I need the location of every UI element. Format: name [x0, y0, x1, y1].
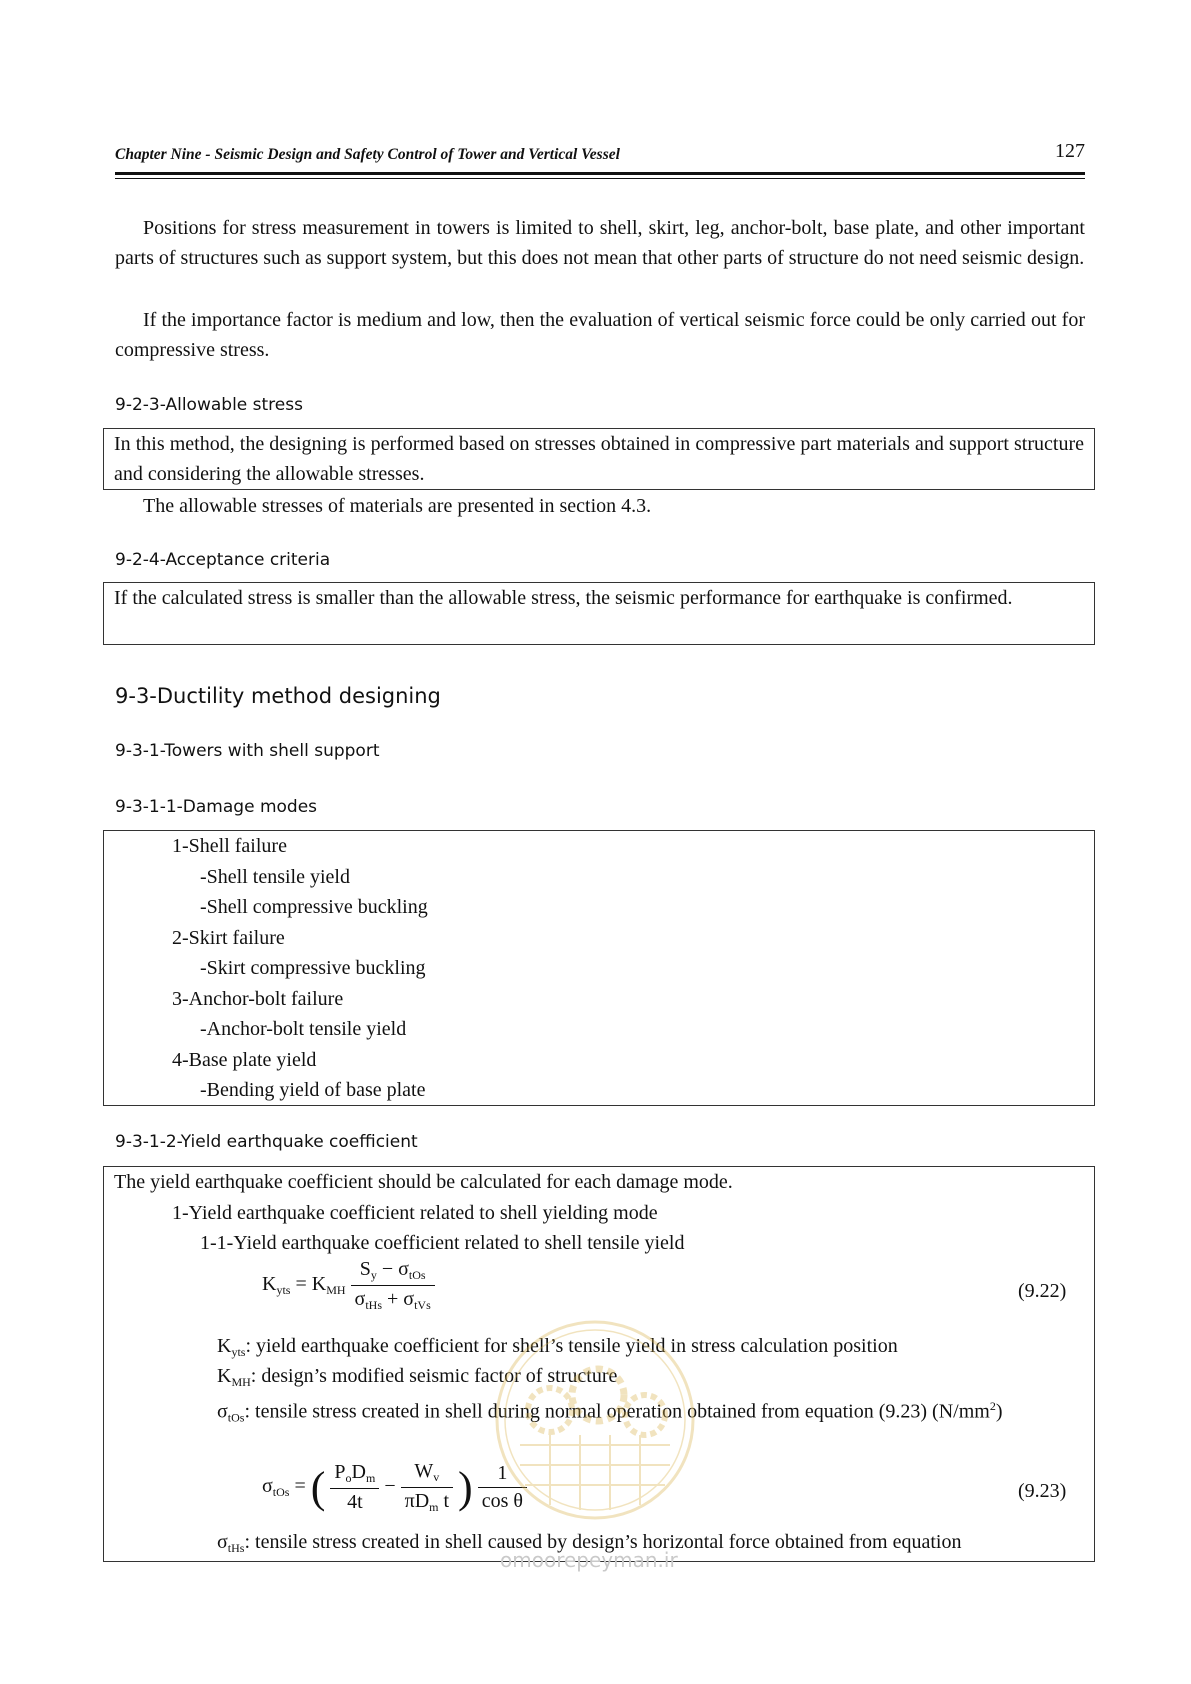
equation-9-23-fraction-3: $\frac{1}{\text{cos θ}}$ [478, 1462, 527, 1513]
equation-number-9-23: (9.23) [1018, 1480, 1067, 1502]
damage-mode-item: 1-Shell failure [172, 835, 287, 857]
equation-9-23-fraction-1: $\frac{P_oD_m}{4t}$ [330, 1461, 379, 1514]
header-rule-thin [115, 178, 1085, 179]
watermark-text: omoorepeyman.ir [500, 1548, 678, 1572]
definition-kmh: $K_{MH}$: design’s modified seismic factor of structure [217, 1365, 618, 1389]
damage-mode-subitem: -Shell compressive buckling [200, 896, 428, 918]
heading-9-3-1-2: 9-3-1-2-Yield earthquake coefficient [115, 1132, 418, 1152]
acceptance-criteria-box [103, 582, 1095, 645]
definition-kyts: $K_{yts}$: yield earthquake coefficient for shell’s tensile yield in stress calculation position [217, 1335, 898, 1359]
header-rule-thick [115, 172, 1085, 175]
allowable-stress-note: The allowable stresses of materials are presented in section 4.3. [143, 495, 652, 517]
yield-item-1: 1-Yield earthquake coefficient related to shell yielding mode [172, 1202, 658, 1224]
definition-stos: $\sigma_{tOs}$: tensile stress created in shell during normal operation obtained from equation (9.23) $(N/mm^2)$ [217, 1399, 1003, 1425]
intro-paragraph-1: Positions for stress measurement in towers is limited to shell, skirt, leg, anchor-bolt, base plate, and other important parts of structures such as support system, but this does not mean that other parts of structure do not need seismic design. [115, 217, 1085, 269]
definition-sths: $\sigma_{tHs}$: tensile stress created in shell caused by design’s horizontal force obtained from equation [217, 1531, 962, 1555]
equation-9-23-fraction-2: $\frac{W_v}{\pi D_m t}$ [401, 1460, 453, 1515]
heading-9-3-1: 9-3-1-Towers with shell support [115, 741, 380, 761]
damage-mode-subitem: -Shell tensile yield [200, 866, 350, 888]
yield-item-1-1: 1-1-Yield earthquake coefficient related to shell tensile yield [200, 1232, 685, 1254]
equation-9-22-fraction: $\frac{S_y - \sigma_{tOs}}{\sigma_{tHs} + \sigma_{tVs}}$ [351, 1258, 435, 1313]
yield-intro-line: The yield earthquake coefficient should be calculated for each damage mode. [114, 1171, 733, 1193]
damage-modes-box [103, 830, 1095, 1106]
heading-9-2-3: 9-2-3-Allowable stress [115, 395, 303, 415]
damage-mode-item: 2-Skirt failure [172, 927, 285, 949]
page-number: 127 [1055, 140, 1085, 162]
heading-9-3-1-1: 9-3-1-1-Damage modes [115, 797, 318, 817]
allowable-stress-box-text: In this method, the designing is performed based on stresses obtained in compressive part materials and support structure and considering the allowable stresses. [114, 433, 1084, 485]
allowable-stress-box [103, 428, 1095, 490]
header-title: Chapter Nine - Seismic Design and Safety Control of Tower and Vertical Vessel [115, 146, 620, 163]
heading-9-2-4: 9-2-4-Acceptance criteria [115, 550, 331, 570]
damage-mode-subitem: -Bending yield of base plate [200, 1079, 426, 1101]
equation-9-22: $K_{yts} = K_{MH}$ $\frac{S_y - \sigma_{tOs}}{\sigma_{tHs} + \sigma_{tVs}}$ [262, 1258, 435, 1313]
damage-mode-item: 3-Anchor-bolt failure [172, 988, 344, 1010]
damage-mode-subitem: -Skirt compressive buckling [200, 957, 426, 979]
acceptance-criteria-box-text: If the calculated stress is smaller than the allowable stress, the seismic performance for earthquake is confirmed. [114, 587, 1013, 609]
gear-seal-logo-icon [490, 1315, 700, 1525]
damage-mode-subitem: -Anchor-bolt tensile yield [200, 1018, 407, 1040]
heading-9-3: 9-3-Ductility method designing [115, 684, 441, 708]
page-header [115, 140, 1085, 170]
equation-number-9-22: (9.22) [1018, 1280, 1067, 1302]
intro-paragraph-2: If the importance factor is medium and low, then the evaluation of vertical seismic force could be only carried out for compressive stress. [115, 309, 1085, 361]
equation-9-23: $\sigma_{tOs}$ = ( $\frac{P_oD_m}{4t}$ − $\frac{W_v}{\pi D_m t}$ ) $\frac{1}{\text{cos θ}}$ [262, 1460, 527, 1515]
damage-mode-item: 4-Base plate yield [172, 1049, 317, 1071]
